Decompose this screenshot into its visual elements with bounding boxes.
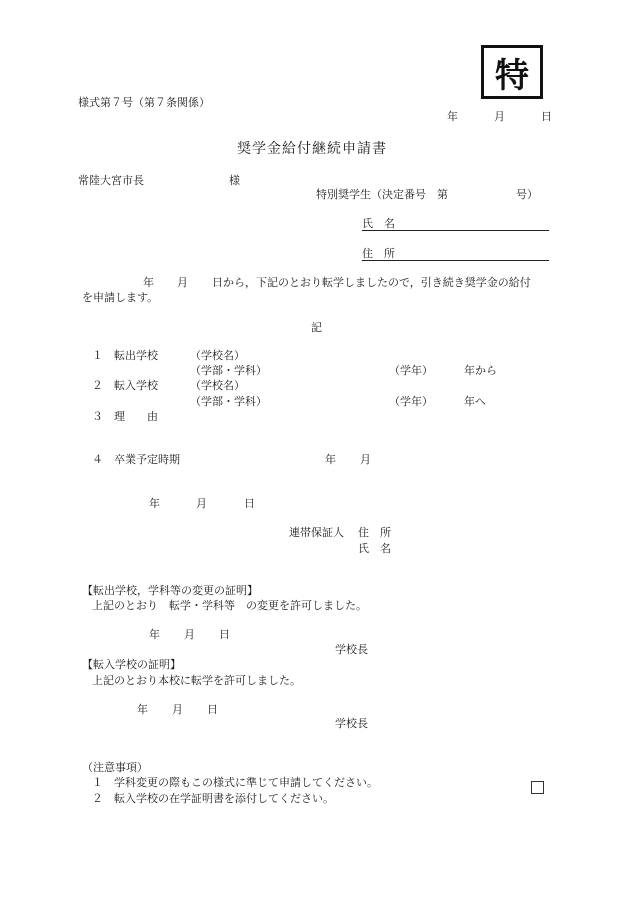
notes-header: （注意事項） [82, 761, 148, 774]
cert-in-year: 年 [137, 703, 148, 716]
cert-out-header: 【転出学校，学科等の変更の証明】 [82, 584, 258, 597]
ki-heading: 記 [311, 321, 322, 334]
cert-in-month: 月 [172, 703, 183, 716]
cert-in-text: 上記のとおり本校に転学を許可しました。 [92, 674, 301, 687]
page-title: 奨学金給付継続申請書 [237, 141, 387, 157]
item2-to: 年へ [464, 395, 486, 408]
item2-number: ２ [92, 379, 103, 392]
top-date-year: 年 [447, 110, 458, 123]
item4-month: 月 [360, 453, 371, 466]
note1-number: １ [92, 776, 103, 789]
item3-label: 理 由 [114, 410, 158, 423]
item1-number: １ [92, 349, 103, 362]
cert-out-text: 上記のとおり 転学・学科等 の変更を許可しました。 [92, 599, 367, 612]
item1-label: 転出学校 [114, 349, 158, 362]
cert-in-principal: 学校長 [335, 717, 368, 730]
note1-text: 学科変更の際もこの様式に準じて申請してください。 [114, 776, 378, 789]
sign-day: 日 [244, 497, 255, 510]
body-year: 年 [143, 276, 154, 289]
name-field[interactable] [362, 217, 549, 231]
cert-out-month: 月 [184, 628, 195, 641]
cert-in-day: 日 [207, 703, 218, 716]
item4-label: 卒業予定時期 [114, 453, 180, 466]
checkbox[interactable] [531, 781, 544, 794]
guarantor-address: 住 所 [358, 526, 391, 539]
item2-label: 転入学校 [114, 379, 158, 392]
form-number: 様式第７号（第７条関係） [78, 96, 210, 109]
addressee-honorific: 様 [229, 174, 240, 187]
address-field[interactable] [362, 247, 549, 261]
sign-month: 月 [196, 497, 207, 510]
item2-school: （学校名） [190, 379, 245, 392]
body-month: 月 [177, 276, 188, 289]
item2-grade: （学年） [389, 395, 433, 408]
body-line1: 日から，下記のとおり転学しましたので，引き続き奨学金の給付 [212, 276, 531, 289]
body-line2: を申請します。 [82, 291, 159, 304]
student-number-suffix: 号） [516, 188, 538, 201]
address-label: 住 所 [362, 247, 395, 260]
item1-school: （学校名） [190, 349, 245, 362]
cert-out-day: 日 [219, 628, 230, 641]
top-date-month: 月 [494, 110, 505, 123]
item3-number: ３ [92, 410, 103, 423]
item4-year: 年 [325, 453, 336, 466]
guarantor-name: 氏 名 [358, 542, 391, 555]
special-stamp: 特 [481, 45, 543, 99]
item1-dept: （学部・学科） [190, 364, 267, 377]
addressee: 常陸大宮市長 [78, 174, 144, 187]
name-label: 氏 名 [362, 217, 395, 230]
top-date-day: 日 [541, 110, 552, 123]
cert-out-year: 年 [149, 628, 160, 641]
item2-dept: （学部・学科） [190, 395, 267, 408]
note2-number: ２ [92, 792, 103, 805]
item1-from: 年から [464, 364, 497, 377]
student-number-label: 特別奨学生（決定番号 第 [316, 188, 448, 201]
sign-year: 年 [149, 497, 160, 510]
cert-out-principal: 学校長 [335, 643, 368, 656]
note2-text: 転入学校の在学証明書を添付してください。 [114, 792, 334, 805]
cert-in-header: 【転入学校の証明】 [82, 658, 181, 671]
item4-number: ４ [92, 453, 103, 466]
item1-grade: （学年） [389, 364, 433, 377]
guarantor-label: 連帯保証人 [289, 526, 344, 539]
